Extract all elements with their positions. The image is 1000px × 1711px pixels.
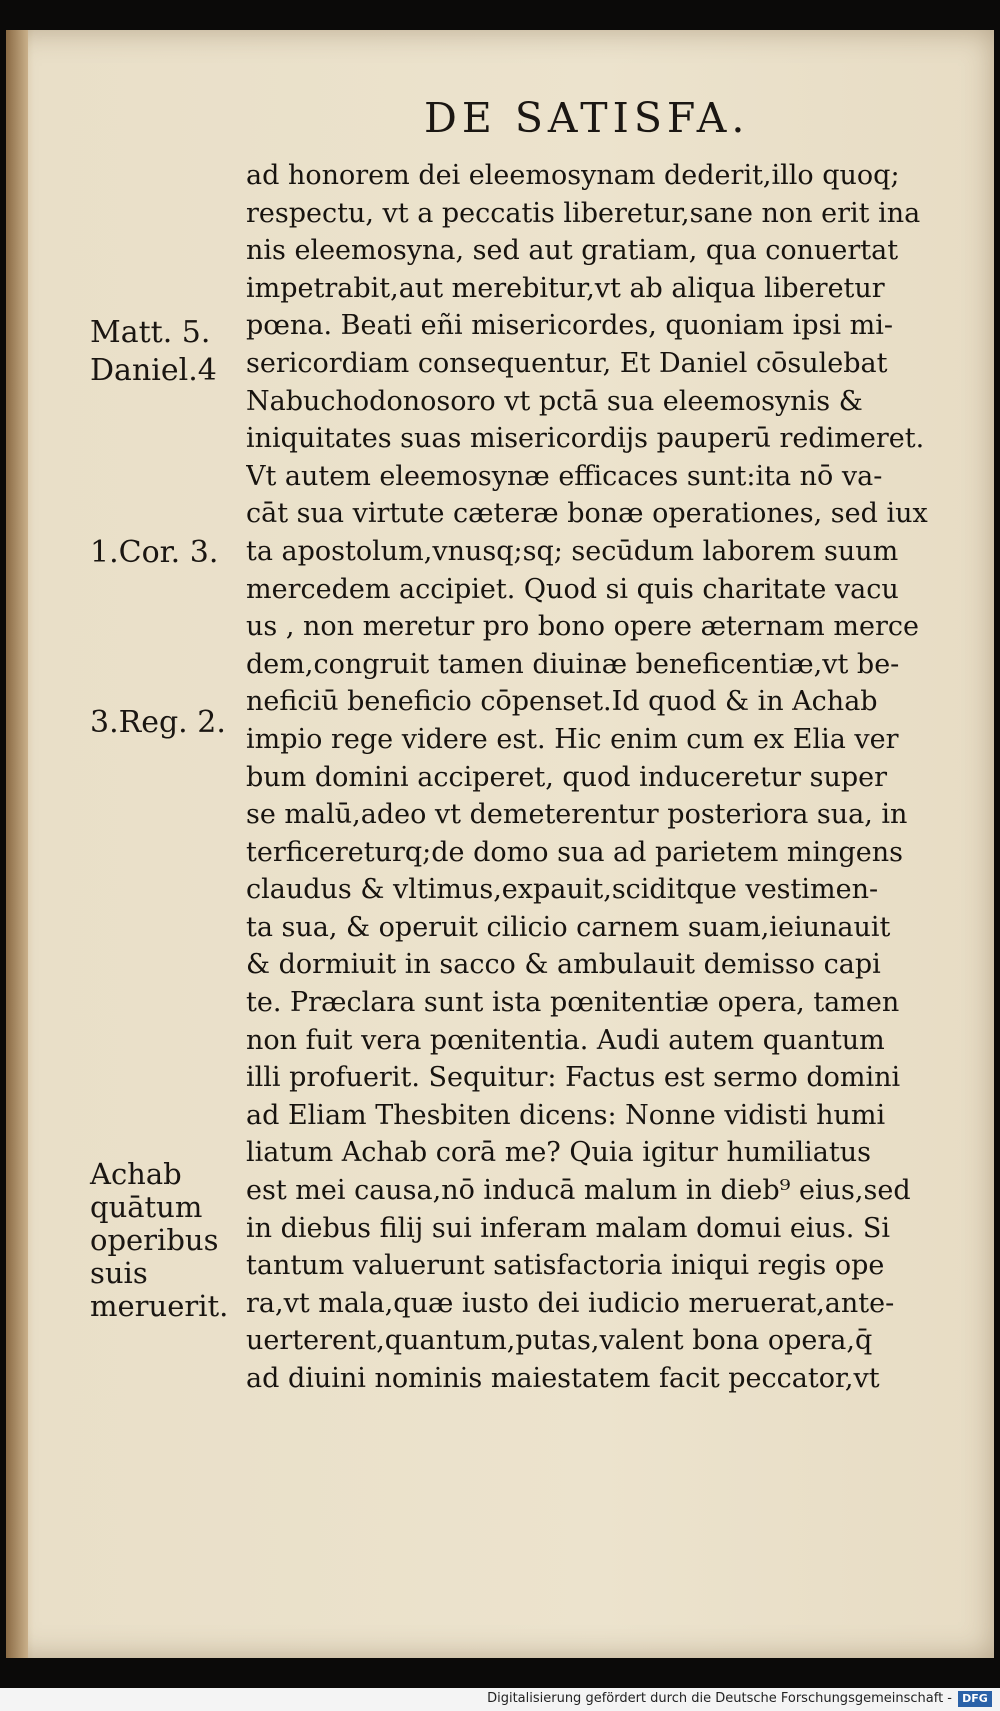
marginal-note-achab: Achab quātum operibus suis meruerit. — [90, 1157, 229, 1323]
marginal-reference-daniel: Daniel.4 — [90, 353, 217, 388]
text-line: tantum valuerunt satisfactoria iniqui regis ope — [246, 1250, 885, 1282]
text-line: impetrabit,aut merebitur,vt ab aliqua liberetur — [246, 272, 885, 304]
body-text — [246, 157, 946, 1398]
text-line: dem,congruit tamen diuinæ beneficentiæ,vt be- — [246, 648, 900, 680]
marginal-reference-corinthians: 1.Cor. 3. — [90, 535, 219, 570]
text-line: est mei causa,nō inducā malum in dieb⁹ eius,sed — [246, 1175, 911, 1207]
text-line: claudus & vltimus,expauit,sciditque vestimen- — [246, 874, 879, 906]
text-line: impio rege videre est. Hic enim cum ex Elia ver — [246, 723, 899, 755]
text-line: illi profuerit. Sequitur: Factus est sermo domini — [246, 1062, 901, 1094]
text-line: neficiū beneficio cōpenset.Id quod & in Achab — [246, 686, 878, 718]
text-line: ad Eliam Thesbiten dicens: Nonne vidisti humi — [246, 1099, 886, 1131]
footer-bar — [0, 1688, 1000, 1711]
text-line: cāt sua virtute cæteræ bonæ operationes, sed iux — [246, 498, 928, 530]
dfg-logo[interactable]: DFG — [958, 1691, 992, 1707]
text-line: iniquitates suas misericordijs pauperū redimeret. — [246, 423, 925, 455]
text-line: ad diuini nominis maiestatem facit peccator,vt — [246, 1363, 880, 1394]
text-line: mercedem accipiet. Quod si quis charitate vacu — [246, 573, 899, 605]
text-line: us , non meretur pro bono opere æternam merce — [246, 611, 919, 643]
text-line: in diebus filij sui inferam malam domui eius. Si — [246, 1212, 891, 1244]
text-line: terficereturq;de domo sua ad parietem mingens — [246, 836, 904, 868]
text-line: Nabuchodonosoro vt pctā sua eleemosynis & — [246, 385, 863, 417]
text-line: respectu, vt a peccatis liberetur,sane non erit ina — [246, 197, 921, 229]
text-line: non fuit vera pœnitentia. Audi autem quantum — [246, 1024, 885, 1056]
text-line: ta apostolum,vnusq;sq; secūdum laborem suum — [246, 535, 899, 567]
text-line: pœna. Beati eñi misericordes, quoniam ipsi mi- — [246, 310, 893, 342]
text-line: uerterent,quantum,putas,valent bona opera,q̄ — [246, 1325, 873, 1357]
text-line: nis eleemosyna, sed aut gratiam, qua conuertat — [246, 235, 899, 267]
text-line: liatum Achab corā me? Quia igitur humiliatus — [246, 1137, 871, 1169]
text-line: ra,vt mala,quæ iusto dei iudicio meruerat,ante- — [246, 1287, 895, 1319]
text-line: ta sua, & operuit cilicio carnem suam,ieiunauit — [246, 911, 891, 943]
text-line: bum domini acciperet, quod induceretur super — [246, 761, 887, 793]
text-line: Vt autem eleemosynæ efficaces sunt:ita nō va- — [246, 460, 883, 492]
marginal-reference-matthew: Matt. 5. — [90, 315, 211, 350]
page-edge — [6, 30, 28, 1658]
text-line: ad honorem dei eleemosynam dederit,illo quoq; — [246, 160, 900, 191]
text-line: se malū,adeo vt demeterentur posteriora sua, in — [246, 799, 908, 831]
running-head: DE SATISFA. — [424, 94, 750, 142]
funding-credit: Digitalisierung gefördert durch die Deutsche Forschungsgemeinschaft - — [487, 1691, 952, 1706]
text-line: & dormiuit in sacco & ambulauit demisso capi — [246, 949, 881, 981]
marginal-reference-kings: 3.Reg. 2. — [90, 705, 226, 740]
text-line: sericordiam consequentur, Et Daniel cōsulebat — [246, 347, 888, 379]
book-page — [6, 30, 994, 1658]
text-line: te. Præclara sunt ista pœnitentiæ opera, tamen — [246, 987, 900, 1019]
